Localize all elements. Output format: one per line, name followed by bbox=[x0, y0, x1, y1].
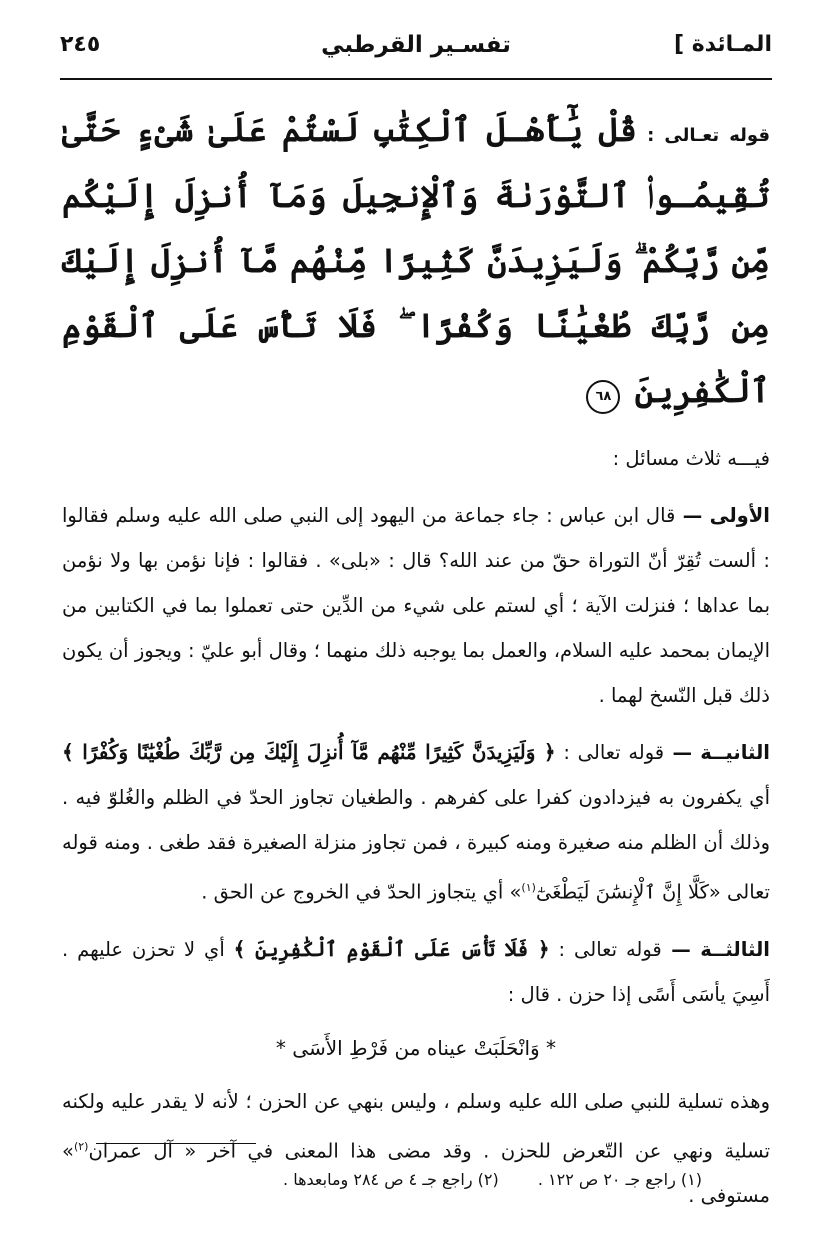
verse-text: قُلْ يَٰٓأَهْـلَ ٱلْكِتَٰبِ لَسْتُمْ عَلَىٰ شَىْءٍ حَتَّىٰ تُقِيمُـوا۟ ٱلتَّوْرَىٰةَ وَٱلْإِنجِيلَ وَمَآ أُنزِلَ إِلَيْكُم مِّن رَّبِّكُمْ ۗ وَلَيَزِيدَنَّ كَثِيرًا مِّنْهُم مَّآ أُنزِلَ إِلَيْكَ مِن رَّبِّكَ طُغْيَٰنًا وَكُفْرًا ۖ فَلَا تَأْسَ عَلَى ٱلْقَوْمِ ٱلْكَٰفِرِينَ bbox=[62, 110, 770, 410]
section-post: » أي يتجاوز الحدّ في الخروج عن الحق . bbox=[201, 880, 522, 904]
page-body bbox=[62, 100, 770, 1218]
page-header bbox=[60, 28, 772, 72]
section-label: الثالثــة — bbox=[661, 937, 770, 961]
header-divider bbox=[60, 78, 772, 80]
section-second bbox=[62, 730, 770, 915]
quran-quote: ﴿ وَلَيَزِيدَنَّ كَثِيرًا مِّنْهُم مَّآ أُنزِلَ إِلَيْكَ مِن رَّبِّكَ طُغْيَٰنًا وَكُفْرًا ﴾ bbox=[62, 740, 556, 764]
closing-post: » مستوفى . bbox=[62, 1139, 770, 1207]
section-text: أي لا تحزن عليهم . أَسِيَ يأسَى أَسًى إذا حزن . قال : bbox=[62, 937, 770, 1006]
poem-line: * وَانْحَلَبَتْ عيناه من فَرْطِ الأَسَى * bbox=[275, 1035, 557, 1060]
closing-text: وهذه تسلية للنبي صلى الله عليه وسلم ، وليس بنهي عن الحزن ؛ لأنه لا يقدر عليه ولكنه تسلية ونهي عن التّعرض للحزن . وقد مضى هذا المعنى في آخر « آل عمران bbox=[62, 1089, 770, 1162]
chapter-name: المـائدة ] bbox=[673, 32, 772, 57]
section-text: أي يكفرون به فيزدادون كفرا على كفرهم . والطغيان تجاوز الحدّ في الظلم والغُلوّ فيه . وذلك أن الظلم منه صغيرة ومنه كبيرة ، فمن تجاوز منزلة الصغيرة فقد طغى . ومنه قوله تعالى «كَلَّا إِنَّ ٱلْإِنسَٰنَ لَيَطْغَىٰٓ bbox=[62, 786, 770, 904]
verse-lead: قوله تعـالى : bbox=[647, 125, 770, 146]
closing-paragraph bbox=[62, 1079, 770, 1219]
section-text: قال ابن عباس : جاء جماعة من اليهود إلى النبي صلى الله عليه وسلم فقالوا : ألست تُقِرّ أنّ التوراة حقّ من عند الله؟ قال : «بلى» . فقالوا : فإنا نؤمن بها ولا نؤمن بما عداها ؛ فنزلت الآية ؛ أي لستم على شيء من الدِّين حتى تعملوا بما في الكتابين من الإيمان بمحمد عليه السلام، والعمل بما يوجبه ذلك منهما ؛ وقال أبو عليّ : ويجوز أن يكون ذلك قبل النّسخ لهما . bbox=[62, 504, 770, 707]
book-title: تفسـير القرطبي bbox=[321, 32, 511, 58]
section-third bbox=[62, 927, 770, 1017]
intro-line: فيـــه ثلاث مسائل : bbox=[612, 447, 770, 470]
section-label: الأولى — bbox=[675, 504, 770, 527]
ayah-number-marker: ٦٨ bbox=[586, 380, 620, 414]
footnote-ref: (٢) bbox=[73, 1139, 89, 1153]
footnote-divider bbox=[96, 1143, 256, 1144]
quran-quote: ﴿ فَلَا تَأْسَ عَلَى ٱلْقَوْمِ ٱلْكَٰفِرِينَ ﴾ bbox=[233, 936, 550, 961]
section-pre: قوله تعالى : bbox=[555, 741, 665, 764]
footnote: (٢) راجع جـ ٤ ص ٢٨٤ ومابعدها . bbox=[283, 1170, 499, 1189]
footnotes bbox=[200, 1170, 702, 1189]
section-first bbox=[62, 493, 770, 718]
section-pre: قوله تعالى : bbox=[549, 937, 662, 961]
verse-block bbox=[62, 100, 770, 426]
section-label: الثانيــة — bbox=[664, 741, 770, 764]
page-number: ٢٤٥ bbox=[60, 32, 101, 57]
footnote: (١) راجع جـ ٢٠ ص ١٢٢ . bbox=[537, 1170, 702, 1189]
footnote-ref: (١) bbox=[521, 881, 536, 894]
